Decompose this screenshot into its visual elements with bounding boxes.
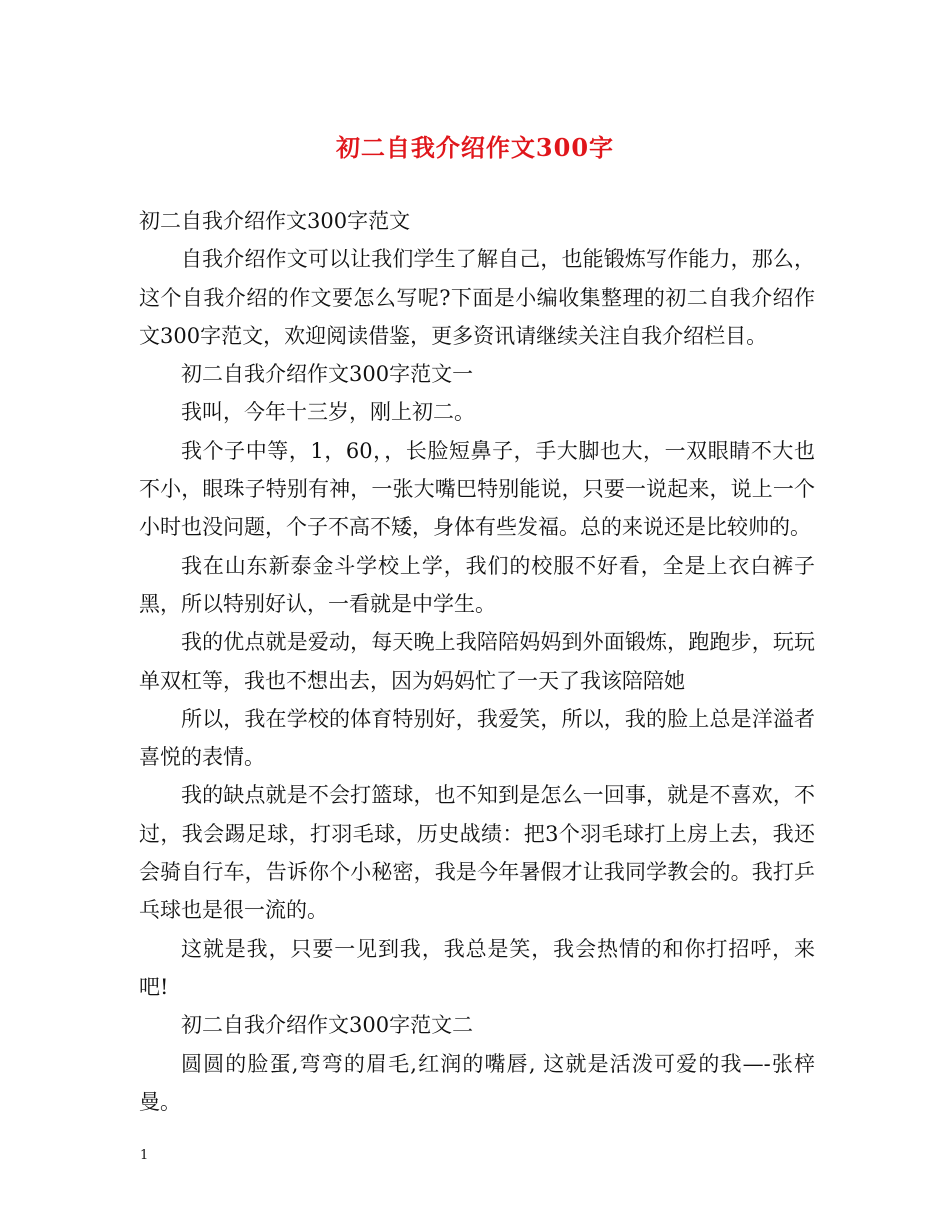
section-heading-one: 初二自我介绍作文300字范文一 (181, 362, 474, 387)
page-number: 1 (140, 1148, 149, 1163)
document-title: 初二自我介绍作文300字 (335, 133, 615, 162)
intro-paragraph: 自我介绍作文可以让我们学生了解自己，也能锻炼写作能力，那么，这个自我介绍的作文要怎么写呢?下面是小编收集整理的初二自我介绍作文300字范文，欢迎阅读借鉴，更多资讯请继续关注自我介绍栏目。 (139, 247, 815, 348)
section-heading-two: 初二自我介绍作文300字范文二 (181, 1013, 474, 1038)
body-paragraph: 我的优点就是爱动，每天晚上我陪陪妈妈到外面锻炼，跑跑步，玩玩单双杠等，我也不想出去，因为妈妈忙了一天了我该陪陪她 (139, 630, 815, 693)
body-paragraph: 我的缺点就是不会打篮球，也不知到是怎么一回事，就是不喜欢，不过，我会踢足球，打羽毛球，历史战绩：把3个羽毛球打上房上去，我还会骑自行车，告诉你个小秘密，我是今年暑假才让我同学教会的。我打乒乓球也是很一流的。 (139, 783, 815, 923)
document-body (139, 202, 815, 1121)
body-paragraph: 圆圆的脸蛋,弯弯的眉毛,红润的嘴唇, 这就是活泼可爱的我—-张梓曼。 (139, 1051, 815, 1114)
body-paragraph: 所以，我在学校的体育特别好，我爱笑，所以，我的脸上总是洋溢者喜悦的表情。 (139, 706, 815, 770)
body-paragraph: 这就是我，只要一见到我，我总是笑，我会热情的和你打招呼，来吧! (139, 936, 815, 999)
body-paragraph: 我在山东新泰金斗学校上学，我们的校服不好看，全是上衣白裤子黑，所以特别好认，一看就是中学生。 (139, 553, 815, 616)
body-paragraph: 我个子中等，1，60，，长脸短鼻子，手大脚也大，一双眼睛不大也不小，眼珠子特别有神，一张大嘴巴特别能说，只要一说起来，说上一个小时也没问题，个子不高不矮，身体有些发福。总的来说还是比较帅的。 (139, 438, 815, 540)
subtitle-line: 初二自我介绍作文300字范文 (139, 209, 411, 233)
body-paragraph: 我叫，今年十三岁，刚上初二。 (181, 400, 475, 425)
